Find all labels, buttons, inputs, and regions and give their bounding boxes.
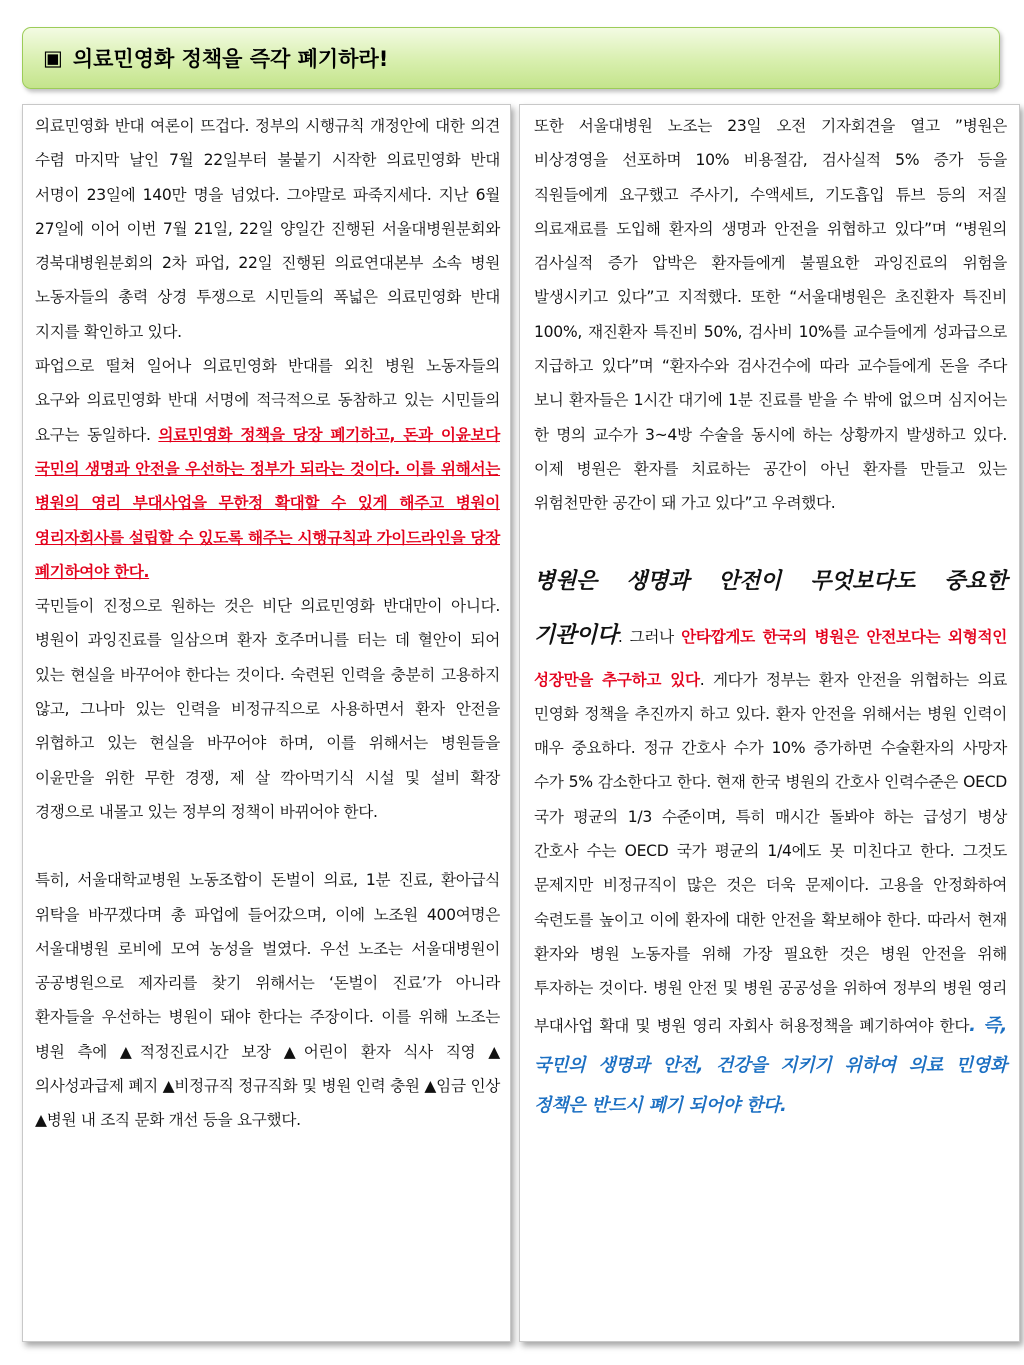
paragraph-press-conference: 또한 서울대병원 노조는 23일 오전 기자회견을 열고 ”병원은 비상경영을 선포하며 10% 비용절감, 검사실적 5% 증가 등을 직원들에게 요구했고 주사기, 수액세트, 기도흡입 튜브 등의 저질 의료재료를 도입해 환자의 생명과 안전을 위협하고 있다”며 “병원의 검사실적 증가 압박은 환자들에게 불필요한 과잉진료의 위험을 발생시키고 있다”고 지적했다. 또한 “서울대병원은 초진환자 특진비 100%, 재진환자 특진비 50%, 검사비 10%를 교수들에게 성과급으로 지급하고 있다”며 “환자수와 검사건수에 따라 교수들에게 돈을 주다 보니 환자들은 1시간 대기에 1분 진료를 받을 수 밖에 없으며 심지어는 한 명의 교수가 3~4방 수술을 동시에 하는 상황까지 발생하고 있다. 이제 병원은 환자를 치료하는 공간이 아닌 환자를 만들고 있는 위험천만한 공간이 돼 가고 있다”고 우려했다. [534,117,1007,513]
emphasis-heading: 병원은 생명과 안전이 무엇보다도 중요한 기관이다 [534,568,1007,648]
paragraph-public-wishes: 국민들이 진정으로 원하는 것은 비단 의료민영화 반대만이 아니다. 병원이 과잉진료를 일삼으며 환자 호주머니를 터는 데 혈안이 되어 있는 현실을 바꾸어야 한다는 것이다. 숙련된 인력을 충분히 고용하지 않고, 그나마 있는 인력을 비정규직으로 사용하면서 환자 안전을 위협하고 있는 현실을 바꾸어야 하며, 이를 위해서는 병원들을 이윤만을 위한 무한 경쟁, 제 살 깍아먹기식 시설 및 설비 확장 경쟁으로 내몰고 있는 정부의 정책이 바뀌어야 한다. [35,597,500,821]
paragraph-spacer [35,829,500,863]
paragraph-safety-text: . 게다가 정부는 환자 안전을 위협하는 의료 민영화 정책을 추진까지 하고 있다. 환자 안전을 위해서는 병원 인력이 매우 중요하다. 정규 간호사 수가 10% 증가하면 수술환자의 사망자 수가 5% 감소한다고 한다. 현재 한국 병원의 간호사 인력수준은 OECD 국가 평균의 1/3 수준이며, 특히 매시간 돌봐야 하는 급성기 병상 간호사 수는 OECD 국가 평균의 1/4에도 못 미친다고 한다. 그것도 문제지만 비정규직이 많은 것은 더욱 문제이다. 고용을 안정화하여 숙련도를 높이고 이에 환자에 대한 안전을 확보해야 한다. 따라서 현재 환자와 병원 노동자를 위해 가장 필요한 것은 병원 안전을 위해 투자하는 것이다. 병원 안전 및 병원 공공성을 위하여 정부의 병원 영리 부대사업 확대 및 병원 영리 자회사 허용정책을 폐기하여야 한다 [534,670,1007,1035]
paragraph-snuh-union: 특히, 서울대학교병원 노동조합이 돈벌이 의료, 1분 진료, 환아급식 위탁을 바꾸겠다며 총 파업에 들어갔으며, 이에 노조원 400여명은 서울대병원 로비에 모여 농성을 벌였다. 우선 노조는 서울대병원이 공공병원으로 제자리를 찾기 위해서는 ‘돈벌이 진료’가 아니라 환자들을 우선하는 병원이 돼야 한다는 주장이다. 이를 위해 노조는 병원 측에 ▲적정진료시간 보장 ▲어린이 환자 식사 직영 ▲의사성과급제 폐지 ▲비정규직 정규직화 및 병원 인력 충원 ▲임금 인상 ▲병원 내 조직 문화 개선 등을 요구했다. [35,871,500,1130]
highlight-red-growth: 안타깝게도 한국의 병원은 안전보다는 외형적인 성장만을 추구하고 있다 [534,627,1007,689]
paragraph-strike-demands [35,349,500,589]
page-title: 의료민영화 정책을 즉각 폐기하라! [72,47,389,71]
paragraph-intro: 의료민영화 반대 여론이 뜨겁다. 정부의 시행규칙 개정안에 대한 의견 수렴 마지막 날인 7월 22일부터 불붙기 시작한 의료민영화 반대 서명이 23일에 140만 명을 넘었다. 그야말로 파죽지세다. 지난 6월 27일에 이어 이번 7월 21일, 22일 양일간 진행된 서울대병원분회와 경북대병원분회의 2차 파업, 22일 진행된 의료연대본부 소속 병원 노동자들의 총력 상경 투쟁으로 시민들의 폭넓은 의료민영화 반대 지지를 확인하고 있다. [35,117,500,341]
title-banner [22,27,1000,89]
connector-text: . 그러나 [617,627,682,646]
left-column [22,104,511,1342]
end-dot: . [969,1014,976,1036]
right-column [519,104,1020,1342]
conclusion-blue: 즉, 국민의 생명과 안전, 건강을 지키기 위하여 의료 민영화 정책은 반드시 폐기 되어야 한다. [534,1014,1007,1116]
square-bullet-icon: ▣ [43,46,63,70]
highlight-red-demand: 의료민영화 정책을 당장 폐기하고, 돈과 이윤보다 국민의 생명과 안전을 우선하는 정부가 되라는 것이다. 이를 위해서는 병원의 영리 부대사업을 무한정 확대할 수 있게 해주고 병원이 영리자회사를 설립할 수 있도록 해주는 시행규칙과 가이드라인을 당장 폐기하여야 한다. [35,425,500,581]
paragraph-hospital-safety [534,555,1007,1126]
paragraph-strike-text: 파업으로 떨쳐 일어나 의료민영화 반대를 외친 병원 노동자들의 요구와 의료민영화 반대 서명에 적극적으로 동참하고 있는 시민들의 요구는 동일하다. [35,357,500,444]
